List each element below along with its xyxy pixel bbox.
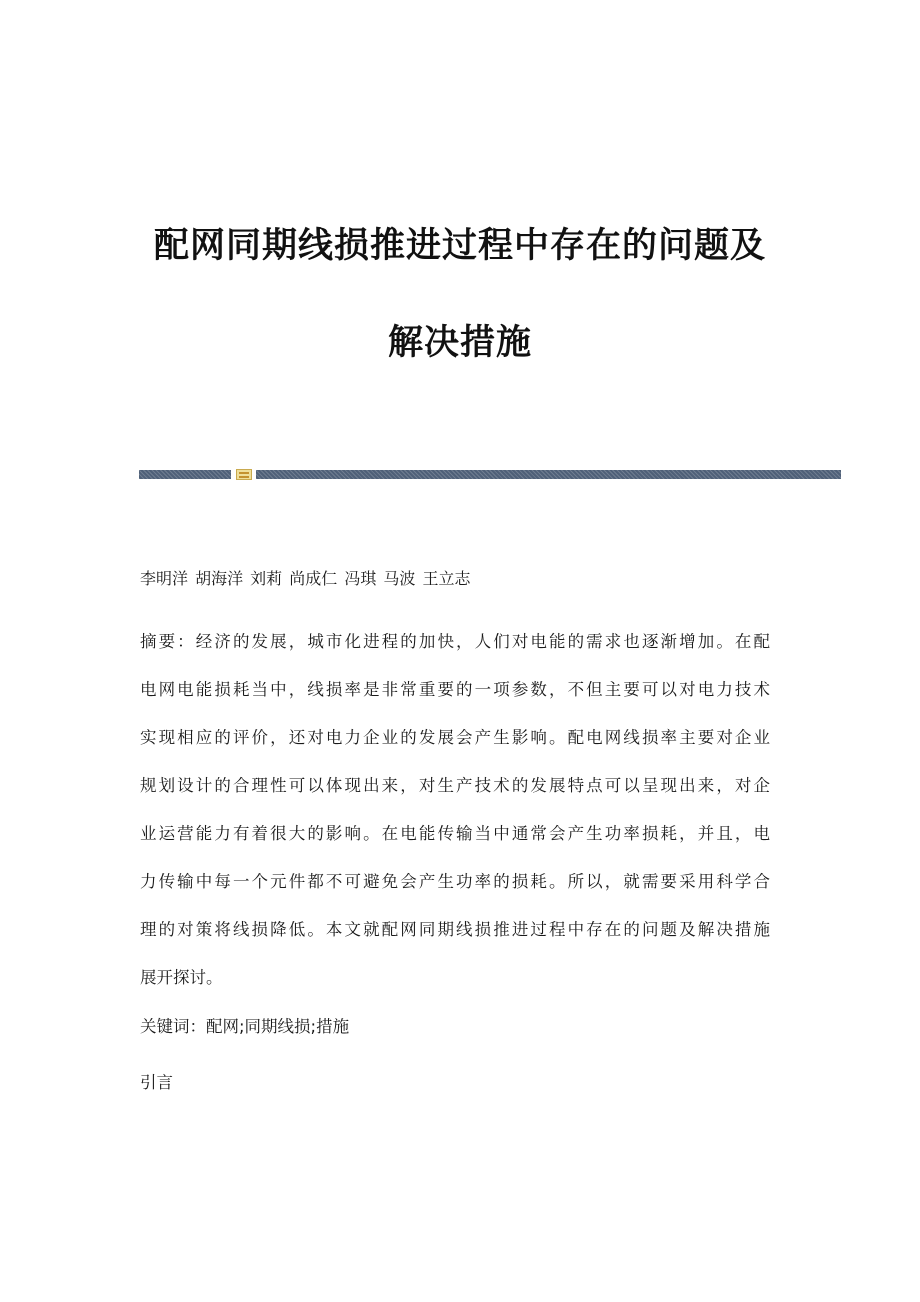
abstract-line: 业运营能力有着很大的影响。在电能传输当中通常会产生功率损耗，并且，电	[140, 824, 770, 843]
author-list: 李明洋 胡海洋 刘莉 尚成仁 冯琪 马波 王立志	[140, 569, 471, 588]
keywords: 关键词：配网;同期线损;措施	[140, 1017, 350, 1036]
abstract	[140, 618, 770, 1002]
abstract-line: 摘要：经济的发展，城市化进程的加快，人们对电能的需求也逐渐增加。在配	[140, 632, 770, 651]
title-divider-left	[139, 470, 231, 479]
section-heading-introduction: 引言	[140, 1073, 173, 1092]
abstract-line: 电网电能损耗当中，线损率是非常重要的一项参数，不但主要可以对电力技术	[140, 680, 770, 699]
abstract-line: 理的对策将线损降低。本文就配网同期线损推进过程中存在的问题及解决措施	[140, 920, 770, 939]
document-title-line-2: 解决措施	[387, 322, 532, 363]
abstract-line: 实现相应的评价，还对电力企业的发展会产生影响。配电网线损率主要对企业	[140, 728, 770, 747]
abstract-line: 力传输中每一个元件都不可避免会产生功率的损耗。所以，就需要采用科学合	[140, 872, 770, 891]
abstract-line: 规划设计的合理性可以体现出来，对生产技术的发展特点可以呈现出来，对企	[140, 776, 770, 795]
document-title-line-1: 配网同期线损推进过程中存在的问题及	[153, 225, 766, 266]
title-divider-right	[256, 470, 841, 479]
abstract-line: 展开探讨。	[140, 968, 223, 987]
ornament-icon	[236, 469, 252, 480]
